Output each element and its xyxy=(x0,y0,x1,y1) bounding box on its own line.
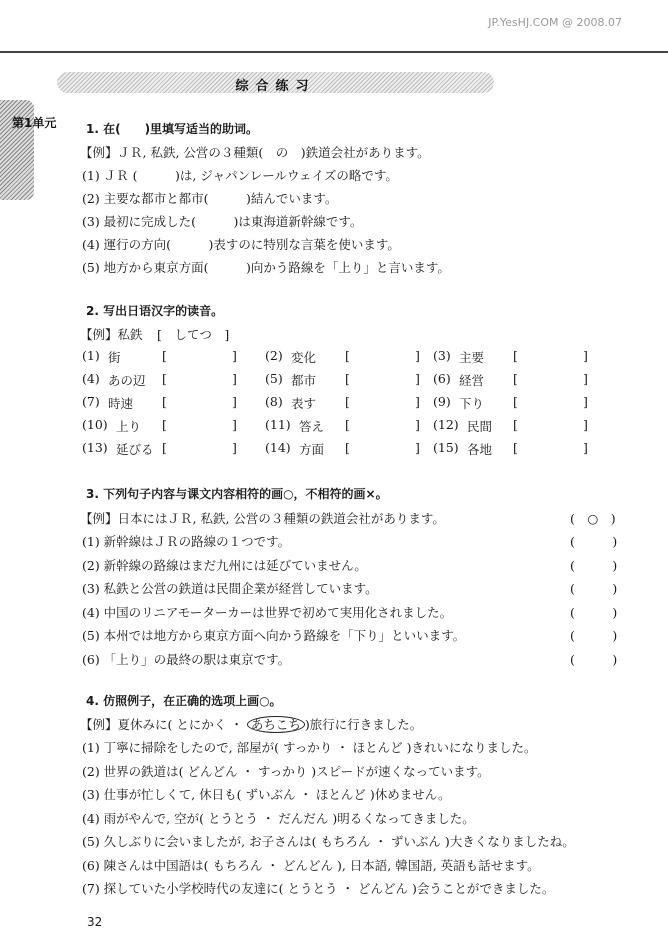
reading-item-word: 変化 xyxy=(291,350,317,365)
reading-item-word: 下り xyxy=(459,396,485,411)
reading-item-number: (9) xyxy=(433,394,451,409)
bracket-close: ] xyxy=(583,348,588,363)
bracket-open: [ xyxy=(162,417,167,432)
reading-item-word: 主要 xyxy=(459,350,485,365)
bracket-close: ] xyxy=(232,394,237,409)
section3-item: (4) 中国のリニアモーターカーは世界で初めて実用化されました。 xyxy=(82,604,453,620)
bracket-open: [ xyxy=(345,394,350,409)
section3-item: (3) 私鉄と公営の鉄道は民間企業が経営しています。 xyxy=(82,581,378,596)
reading-item-word: 都市 xyxy=(291,373,317,388)
reading-item-number: (12) xyxy=(433,417,459,432)
reading-item-number: (11) xyxy=(265,417,291,432)
section2-example-label: 【例】私鉄 xyxy=(80,327,143,342)
bracket-close: ] xyxy=(415,394,420,409)
bracket-open: [ xyxy=(162,440,167,455)
example-suffix: )旅行に行きました。 xyxy=(304,717,423,732)
bracket-open: [ xyxy=(513,417,518,432)
section4-item: (2) 世界の鉄道は( どんどん ・ すっかり )スピードが速くなっています。 xyxy=(82,763,490,779)
bracket-open: [ xyxy=(513,371,518,386)
reading-item-word: 延びる xyxy=(116,442,154,457)
section4-item: (4) 雨がやんで, 空が( とうとう ・ だんだん )明るくなってきました。 xyxy=(82,810,475,826)
bracket-close: ] xyxy=(583,394,588,409)
bracket-close: ] xyxy=(232,371,237,386)
reading-item-number: (13) xyxy=(82,440,108,455)
reading-item-number: (15) xyxy=(433,440,459,455)
banner-title: 综合练习 xyxy=(235,79,316,94)
section3-item: (2) 新幹線の路線はまだ九州には延びていません。 xyxy=(82,557,367,573)
reading-item-word: 街 xyxy=(108,350,121,365)
answer-blank: ( ) xyxy=(570,581,618,596)
bracket-close: ] xyxy=(583,371,588,386)
reading-item-number: (3) xyxy=(433,348,451,363)
example-prefix: 【例】夏休みに( とにかく ・ xyxy=(80,717,243,732)
section4-item: (1) 丁寧に掃除をしたので, 部屋が( すっかり ・ ほとんど )きれいになりました。 xyxy=(82,740,537,755)
section4-item: (7) 探していた小学校時代の友達に( とうとう ・ どんどん )会うことができました。 xyxy=(82,881,555,896)
bracket-open: [ xyxy=(345,348,350,363)
section2-example-answer: [ してつ ] xyxy=(157,327,230,342)
answer-blank: ( ) xyxy=(570,604,618,620)
reading-item-word: 上り xyxy=(116,419,142,434)
bracket-close: ] xyxy=(232,348,237,363)
reading-item-word: 経営 xyxy=(459,373,485,388)
section-banner xyxy=(57,72,494,93)
section1-example: 【例】ＪＲ, 私鉄, 公営の３種類( の )鉄道会社があります。 xyxy=(80,145,430,160)
bracket-open: [ xyxy=(162,371,167,386)
reading-item-number: (1) xyxy=(82,348,100,363)
section1-item: (2) 主要な都市と都市( )結んでいます。 xyxy=(82,191,338,206)
reading-item-number: (7) xyxy=(82,394,100,409)
reading-item-number: (8) xyxy=(265,394,283,409)
reading-item-number: (10) xyxy=(82,417,108,432)
reading-item-number: (2) xyxy=(265,348,283,363)
bracket-close: ] xyxy=(415,417,420,432)
section4-heading: 4. 仿照例子，在正确的选项上画○。 xyxy=(86,694,282,708)
bracket-open: [ xyxy=(162,394,167,409)
reading-item-word: 表す xyxy=(291,396,317,411)
bracket-close: ] xyxy=(583,417,588,432)
bracket-close: ] xyxy=(232,440,237,455)
unit-side-tab xyxy=(0,100,57,200)
section1-heading: 1. 在( )里填写适当的助词。 xyxy=(86,122,259,136)
reading-item-number: (4) xyxy=(82,371,100,386)
watermark: JP.YesHJ.COM @ 2008.07 xyxy=(488,16,622,29)
section1-item: (4) 運行の方向( )表すのに特別な言葉を使います。 xyxy=(82,237,400,252)
bracket-open: [ xyxy=(513,394,518,409)
section3-example: 【例】日本にはＪＲ, 私鉄, 公営の３種類の鉄道会社があります。 xyxy=(80,511,445,526)
header-rule xyxy=(0,51,668,53)
reading-item-word: あの辺 xyxy=(108,373,146,388)
example-circled-answer: あちこち xyxy=(247,716,305,733)
unit-label: 第1单元 xyxy=(12,116,57,130)
section1-item: (3) 最初に完成した( )は東海道新幹線です。 xyxy=(82,214,363,229)
section1-item: (5) 地方から東京方面( )向かう路線を「上り」と言います。 xyxy=(82,260,450,275)
bracket-close: ] xyxy=(415,348,420,363)
page-number: 32 xyxy=(87,915,103,929)
section3-example-answer: ( ○ ) xyxy=(570,511,616,526)
bracket-open: [ xyxy=(513,348,518,363)
section1-item: (1) ＪＲ ( )は, ジャパンレールウェイズの略です。 xyxy=(82,168,398,183)
reading-item-number: (14) xyxy=(265,440,291,455)
reading-item-word: 各地 xyxy=(467,442,493,457)
section4-item: (3) 仕事が忙しくて, 休日も( ずいぶん ・ ほとんど )休めません。 xyxy=(82,787,451,802)
answer-blank: ( ) xyxy=(570,557,618,573)
section3-item: (5) 本州では地方から東京方面へ向かう路線を「下り」といいます。 xyxy=(82,628,466,643)
section4-item: (6) 陳さんは中国語は( もちろん ・ どんどん ), 日本語, 韓国語, 英語も話せます。 xyxy=(82,857,540,873)
bracket-close: ] xyxy=(583,440,588,455)
bracket-close: ] xyxy=(415,371,420,386)
bracket-close: ] xyxy=(232,417,237,432)
answer-blank: ( ) xyxy=(570,628,618,643)
bracket-open: [ xyxy=(345,371,350,386)
bracket-open: [ xyxy=(162,348,167,363)
reading-item-word: 方面 xyxy=(299,442,325,457)
section4-example xyxy=(80,715,422,733)
section3-item: (6) 「上り」の最終の駅は東京です。 xyxy=(82,651,291,667)
reading-item-number: (6) xyxy=(433,371,451,386)
bracket-open: [ xyxy=(513,440,518,455)
answer-blank: ( ) xyxy=(570,534,618,549)
bracket-close: ] xyxy=(415,440,420,455)
bracket-open: [ xyxy=(345,440,350,455)
reading-item-word: 答え xyxy=(299,419,325,434)
answer-blank: ( ) xyxy=(570,651,618,667)
reading-item-word: 民間 xyxy=(467,419,493,434)
section2-heading: 2. 写出日语汉字的读音。 xyxy=(86,304,224,318)
section3-item: (1) 新幹線はＪＲの路線の１つです。 xyxy=(82,534,291,549)
section3-heading: 3. 下列句子内容与课文内容相符的画○，不相符的画×。 xyxy=(86,487,388,501)
bracket-open: [ xyxy=(345,417,350,432)
reading-item-word: 時速 xyxy=(108,396,134,411)
reading-item-number: (5) xyxy=(265,371,283,386)
section4-item: (5) 久しぶりに会いましたが, お子さんは( もちろん ・ ずいぶん )大きくなりましたね。 xyxy=(82,834,575,849)
